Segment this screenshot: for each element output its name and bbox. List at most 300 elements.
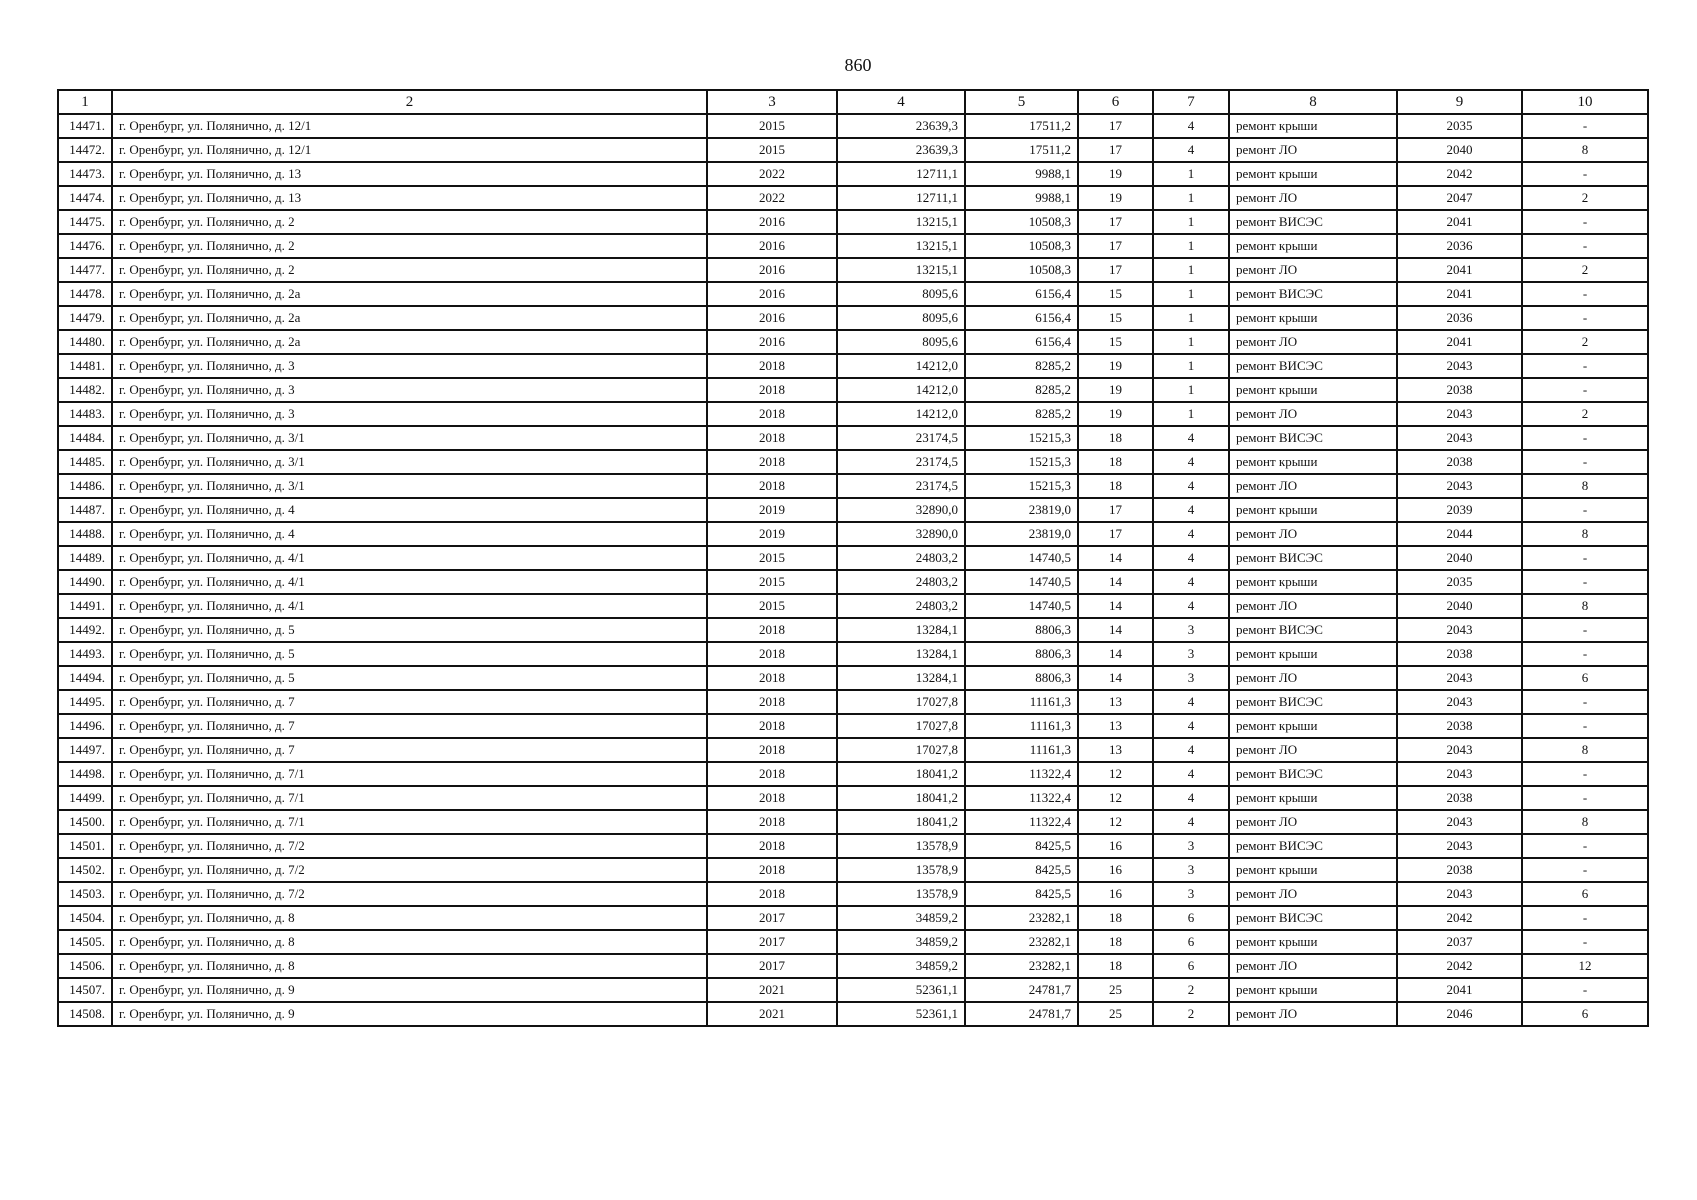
cell-year: 2015 (707, 546, 837, 570)
cell-year: 2015 (707, 138, 837, 162)
table-row (58, 930, 1648, 954)
table-row (58, 690, 1648, 714)
cell-floors: 17 (1078, 258, 1153, 282)
cell-floors: 15 (1078, 330, 1153, 354)
cell-entrances: 1 (1153, 258, 1229, 282)
cell-row-number: 14496. (58, 714, 112, 738)
cell-row-number: 14471. (58, 114, 112, 138)
cell-area-living: 8806,3 (965, 666, 1078, 690)
page-number: 860 (844, 55, 872, 75)
cell-year: 2015 (707, 114, 837, 138)
cell-row-number: 14483. (58, 402, 112, 426)
table-row (58, 402, 1648, 426)
cell-area-total: 23174,5 (837, 450, 965, 474)
cell-area-total: 13284,1 (837, 642, 965, 666)
cell-area-total: 13578,9 (837, 858, 965, 882)
cell-value-10: 8 (1522, 522, 1648, 546)
cell-area-living: 11322,4 (965, 762, 1078, 786)
cell-value-10: - (1522, 546, 1648, 570)
cell-floors: 14 (1078, 666, 1153, 690)
cell-row-number: 14502. (58, 858, 112, 882)
cell-address: г. Оренбург, ул. Полянично, д. 3 (112, 354, 707, 378)
cell-year: 2015 (707, 594, 837, 618)
cell-area-total: 52361,1 (837, 1002, 965, 1026)
cell-row-number: 14495. (58, 690, 112, 714)
cell-entrances: 4 (1153, 522, 1229, 546)
cell-entrances: 4 (1153, 690, 1229, 714)
table-row (58, 378, 1648, 402)
cell-area-total: 23639,3 (837, 138, 965, 162)
cell-address: г. Оренбург, ул. Полянично, д. 5 (112, 666, 707, 690)
cell-area-total: 8095,6 (837, 282, 965, 306)
cell-area-living: 23282,1 (965, 954, 1078, 978)
cell-value-10: - (1522, 378, 1648, 402)
cell-work-type: ремонт ЛО (1229, 474, 1397, 498)
cell-value-10: - (1522, 762, 1648, 786)
cell-area-living: 15215,3 (965, 474, 1078, 498)
cell-area-total: 24803,2 (837, 594, 965, 618)
cell-floors: 18 (1078, 954, 1153, 978)
cell-value-10: 8 (1522, 738, 1648, 762)
table-row (58, 114, 1648, 138)
cell-address: г. Оренбург, ул. Полянично, д. 8 (112, 906, 707, 930)
cell-area-living: 15215,3 (965, 450, 1078, 474)
cell-row-number: 14490. (58, 570, 112, 594)
table-row (58, 978, 1648, 1002)
table-row (58, 594, 1648, 618)
cell-address: г. Оренбург, ул. Полянично, д. 2а (112, 330, 707, 354)
table-row (58, 258, 1648, 282)
cell-year: 2018 (707, 714, 837, 738)
cell-value-10: - (1522, 570, 1648, 594)
table-body (58, 114, 1648, 1026)
cell-work-type: ремонт крыши (1229, 162, 1397, 186)
cell-floors: 18 (1078, 450, 1153, 474)
cell-address: г. Оренбург, ул. Полянично, д. 7/1 (112, 762, 707, 786)
cell-plan-year: 2039 (1397, 498, 1522, 522)
cell-floors: 14 (1078, 642, 1153, 666)
cell-area-living: 11161,3 (965, 690, 1078, 714)
cell-area-living: 11161,3 (965, 738, 1078, 762)
cell-address: г. Оренбург, ул. Полянично, д. 3/1 (112, 450, 707, 474)
cell-entrances: 3 (1153, 858, 1229, 882)
cell-area-total: 34859,2 (837, 906, 965, 930)
cell-entrances: 4 (1153, 762, 1229, 786)
cell-row-number: 14472. (58, 138, 112, 162)
cell-value-10: - (1522, 426, 1648, 450)
cell-year: 2018 (707, 762, 837, 786)
cell-area-living: 6156,4 (965, 282, 1078, 306)
cell-value-10: - (1522, 162, 1648, 186)
cell-work-type: ремонт крыши (1229, 114, 1397, 138)
cell-plan-year: 2036 (1397, 306, 1522, 330)
cell-floors: 19 (1078, 354, 1153, 378)
cell-row-number: 14498. (58, 762, 112, 786)
cell-work-type: ремонт ВИСЭС (1229, 690, 1397, 714)
cell-area-total: 18041,2 (837, 762, 965, 786)
cell-area-total: 32890,0 (837, 522, 965, 546)
table-row (58, 642, 1648, 666)
cell-address: г. Оренбург, ул. Полянично, д. 4 (112, 522, 707, 546)
cell-row-number: 14485. (58, 450, 112, 474)
cell-area-living: 8425,5 (965, 834, 1078, 858)
cell-entrances: 1 (1153, 210, 1229, 234)
cell-address: г. Оренбург, ул. Полянично, д. 7 (112, 714, 707, 738)
cell-area-living: 11322,4 (965, 810, 1078, 834)
cell-entrances: 1 (1153, 306, 1229, 330)
cell-work-type: ремонт ВИСЭС (1229, 210, 1397, 234)
cell-plan-year: 2037 (1397, 930, 1522, 954)
cell-row-number: 14504. (58, 906, 112, 930)
table-row (58, 354, 1648, 378)
cell-address: г. Оренбург, ул. Полянично, д. 7/1 (112, 786, 707, 810)
cell-address: г. Оренбург, ул. Полянично, д. 7/2 (112, 858, 707, 882)
cell-work-type: ремонт ЛО (1229, 402, 1397, 426)
cell-row-number: 14484. (58, 426, 112, 450)
table-row (58, 570, 1648, 594)
cell-value-10: - (1522, 858, 1648, 882)
cell-entrances: 4 (1153, 450, 1229, 474)
cell-plan-year: 2042 (1397, 162, 1522, 186)
cell-plan-year: 2046 (1397, 1002, 1522, 1026)
cell-year: 2018 (707, 642, 837, 666)
cell-plan-year: 2042 (1397, 906, 1522, 930)
cell-area-total: 17027,8 (837, 714, 965, 738)
cell-entrances: 4 (1153, 594, 1229, 618)
cell-address: г. Оренбург, ул. Полянично, д. 8 (112, 954, 707, 978)
cell-entrances: 1 (1153, 282, 1229, 306)
cell-plan-year: 2038 (1397, 450, 1522, 474)
header-row (58, 90, 1648, 114)
cell-area-living: 15215,3 (965, 426, 1078, 450)
table-row (58, 810, 1648, 834)
cell-floors: 25 (1078, 978, 1153, 1002)
cell-area-living: 8425,5 (965, 882, 1078, 906)
cell-floors: 25 (1078, 1002, 1153, 1026)
column-header-8: 8 (1229, 90, 1397, 114)
cell-value-10: 8 (1522, 594, 1648, 618)
cell-floors: 17 (1078, 210, 1153, 234)
cell-value-10: 12 (1522, 954, 1648, 978)
table-row (58, 306, 1648, 330)
cell-plan-year: 2035 (1397, 570, 1522, 594)
cell-year: 2018 (707, 738, 837, 762)
cell-plan-year: 2043 (1397, 834, 1522, 858)
cell-year: 2018 (707, 786, 837, 810)
cell-area-total: 52361,1 (837, 978, 965, 1002)
cell-entrances: 3 (1153, 666, 1229, 690)
cell-entrances: 4 (1153, 474, 1229, 498)
cell-area-total: 24803,2 (837, 570, 965, 594)
cell-year: 2017 (707, 954, 837, 978)
cell-row-number: 14493. (58, 642, 112, 666)
cell-plan-year: 2043 (1397, 618, 1522, 642)
cell-plan-year: 2041 (1397, 258, 1522, 282)
cell-row-number: 14494. (58, 666, 112, 690)
table-row (58, 138, 1648, 162)
cell-floors: 18 (1078, 906, 1153, 930)
cell-floors: 18 (1078, 474, 1153, 498)
cell-year: 2018 (707, 858, 837, 882)
cell-entrances: 1 (1153, 234, 1229, 258)
cell-plan-year: 2043 (1397, 690, 1522, 714)
table-row (58, 186, 1648, 210)
cell-value-10: - (1522, 786, 1648, 810)
cell-address: г. Оренбург, ул. Полянично, д. 3 (112, 402, 707, 426)
cell-floors: 14 (1078, 546, 1153, 570)
cell-row-number: 14476. (58, 234, 112, 258)
cell-floors: 17 (1078, 114, 1153, 138)
cell-entrances: 4 (1153, 138, 1229, 162)
column-header-9: 9 (1397, 90, 1522, 114)
cell-floors: 17 (1078, 522, 1153, 546)
cell-work-type: ремонт ЛО (1229, 1002, 1397, 1026)
cell-area-living: 10508,3 (965, 258, 1078, 282)
cell-work-type: ремонт ВИСЭС (1229, 906, 1397, 930)
cell-area-living: 8285,2 (965, 354, 1078, 378)
cell-area-total: 23639,3 (837, 114, 965, 138)
cell-value-10: 2 (1522, 402, 1648, 426)
cell-work-type: ремонт ВИСЭС (1229, 762, 1397, 786)
cell-address: г. Оренбург, ул. Полянично, д. 13 (112, 162, 707, 186)
cell-value-10: - (1522, 714, 1648, 738)
cell-work-type: ремонт ВИСЭС (1229, 354, 1397, 378)
cell-area-total: 18041,2 (837, 810, 965, 834)
cell-year: 2018 (707, 834, 837, 858)
cell-row-number: 14500. (58, 810, 112, 834)
cell-work-type: ремонт ЛО (1229, 594, 1397, 618)
cell-work-type: ремонт ВИСЭС (1229, 834, 1397, 858)
cell-row-number: 14489. (58, 546, 112, 570)
cell-plan-year: 2043 (1397, 738, 1522, 762)
cell-row-number: 14501. (58, 834, 112, 858)
cell-area-total: 24803,2 (837, 546, 965, 570)
cell-area-total: 34859,2 (837, 930, 965, 954)
cell-value-10: 6 (1522, 882, 1648, 906)
cell-area-living: 8806,3 (965, 618, 1078, 642)
cell-entrances: 4 (1153, 786, 1229, 810)
cell-address: г. Оренбург, ул. Полянично, д. 12/1 (112, 114, 707, 138)
cell-area-total: 14212,0 (837, 354, 965, 378)
cell-entrances: 4 (1153, 810, 1229, 834)
cell-year: 2018 (707, 402, 837, 426)
cell-plan-year: 2040 (1397, 594, 1522, 618)
cell-work-type: ремонт крыши (1229, 978, 1397, 1002)
cell-area-living: 8285,2 (965, 378, 1078, 402)
table-row (58, 858, 1648, 882)
cell-row-number: 14505. (58, 930, 112, 954)
cell-address: г. Оренбург, ул. Полянично, д. 5 (112, 642, 707, 666)
table-row (58, 522, 1648, 546)
cell-work-type: ремонт ВИСЭС (1229, 282, 1397, 306)
cell-floors: 19 (1078, 186, 1153, 210)
table-row (58, 498, 1648, 522)
cell-plan-year: 2043 (1397, 426, 1522, 450)
table-row (58, 834, 1648, 858)
cell-year: 2016 (707, 210, 837, 234)
cell-work-type: ремонт ЛО (1229, 738, 1397, 762)
cell-row-number: 14486. (58, 474, 112, 498)
cell-work-type: ремонт ЛО (1229, 522, 1397, 546)
cell-plan-year: 2040 (1397, 546, 1522, 570)
column-header-1: 1 (58, 90, 112, 114)
table-row (58, 426, 1648, 450)
cell-floors: 18 (1078, 930, 1153, 954)
cell-plan-year: 2043 (1397, 354, 1522, 378)
cell-year: 2021 (707, 1002, 837, 1026)
register-table (57, 89, 1649, 1027)
table-row (58, 546, 1648, 570)
cell-plan-year: 2043 (1397, 666, 1522, 690)
cell-value-10: 8 (1522, 138, 1648, 162)
cell-value-10: - (1522, 450, 1648, 474)
cell-entrances: 2 (1153, 1002, 1229, 1026)
cell-work-type: ремонт крыши (1229, 930, 1397, 954)
cell-floors: 15 (1078, 306, 1153, 330)
cell-entrances: 3 (1153, 642, 1229, 666)
table-row (58, 450, 1648, 474)
cell-plan-year: 2040 (1397, 138, 1522, 162)
cell-year: 2018 (707, 690, 837, 714)
cell-plan-year: 2038 (1397, 642, 1522, 666)
cell-value-10: - (1522, 354, 1648, 378)
cell-year: 2017 (707, 906, 837, 930)
cell-row-number: 14474. (58, 186, 112, 210)
cell-year: 2016 (707, 282, 837, 306)
cell-row-number: 14481. (58, 354, 112, 378)
cell-value-10: 2 (1522, 258, 1648, 282)
cell-value-10: - (1522, 642, 1648, 666)
cell-value-10: - (1522, 834, 1648, 858)
cell-area-living: 24781,7 (965, 978, 1078, 1002)
cell-address: г. Оренбург, ул. Полянично, д. 7 (112, 690, 707, 714)
cell-area-living: 17511,2 (965, 138, 1078, 162)
cell-floors: 14 (1078, 570, 1153, 594)
cell-address: г. Оренбург, ул. Полянично, д. 8 (112, 930, 707, 954)
cell-work-type: ремонт ЛО (1229, 666, 1397, 690)
cell-entrances: 6 (1153, 906, 1229, 930)
cell-value-10: 2 (1522, 330, 1648, 354)
cell-value-10: - (1522, 234, 1648, 258)
cell-area-total: 8095,6 (837, 330, 965, 354)
cell-value-10: - (1522, 978, 1648, 1002)
table-row (58, 474, 1648, 498)
cell-work-type: ремонт ЛО (1229, 258, 1397, 282)
cell-area-total: 23174,5 (837, 426, 965, 450)
cell-work-type: ремонт крыши (1229, 786, 1397, 810)
cell-work-type: ремонт крыши (1229, 570, 1397, 594)
cell-entrances: 1 (1153, 402, 1229, 426)
cell-row-number: 14497. (58, 738, 112, 762)
cell-floors: 16 (1078, 834, 1153, 858)
cell-row-number: 14491. (58, 594, 112, 618)
cell-row-number: 14503. (58, 882, 112, 906)
cell-address: г. Оренбург, ул. Полянично, д. 4/1 (112, 594, 707, 618)
table-row (58, 786, 1648, 810)
cell-plan-year: 2038 (1397, 378, 1522, 402)
cell-floors: 19 (1078, 162, 1153, 186)
cell-plan-year: 2047 (1397, 186, 1522, 210)
cell-area-living: 9988,1 (965, 186, 1078, 210)
cell-area-total: 18041,2 (837, 786, 965, 810)
table-row (58, 162, 1648, 186)
cell-row-number: 14480. (58, 330, 112, 354)
cell-plan-year: 2043 (1397, 882, 1522, 906)
cell-value-10: - (1522, 306, 1648, 330)
cell-area-living: 17511,2 (965, 114, 1078, 138)
table-row (58, 738, 1648, 762)
cell-row-number: 14477. (58, 258, 112, 282)
cell-work-type: ремонт ЛО (1229, 882, 1397, 906)
cell-row-number: 14507. (58, 978, 112, 1002)
cell-floors: 17 (1078, 138, 1153, 162)
cell-work-type: ремонт ЛО (1229, 330, 1397, 354)
cell-work-type: ремонт крыши (1229, 306, 1397, 330)
cell-area-living: 11161,3 (965, 714, 1078, 738)
cell-year: 2016 (707, 258, 837, 282)
table-row (58, 210, 1648, 234)
cell-floors: 15 (1078, 282, 1153, 306)
cell-year: 2022 (707, 162, 837, 186)
cell-area-living: 6156,4 (965, 306, 1078, 330)
table-row (58, 330, 1648, 354)
table-row (58, 234, 1648, 258)
cell-plan-year: 2042 (1397, 954, 1522, 978)
cell-address: г. Оренбург, ул. Полянично, д. 2 (112, 258, 707, 282)
cell-work-type: ремонт ЛО (1229, 810, 1397, 834)
cell-floors: 13 (1078, 690, 1153, 714)
cell-area-total: 23174,5 (837, 474, 965, 498)
cell-entrances: 4 (1153, 114, 1229, 138)
cell-floors: 18 (1078, 426, 1153, 450)
cell-value-10: - (1522, 690, 1648, 714)
cell-area-living: 10508,3 (965, 210, 1078, 234)
column-header-10: 10 (1522, 90, 1648, 114)
cell-plan-year: 2036 (1397, 234, 1522, 258)
cell-area-total: 17027,8 (837, 690, 965, 714)
cell-area-total: 13215,1 (837, 258, 965, 282)
cell-address: г. Оренбург, ул. Полянично, д. 2а (112, 306, 707, 330)
cell-area-total: 12711,1 (837, 186, 965, 210)
cell-work-type: ремонт ВИСЭС (1229, 546, 1397, 570)
cell-address: г. Оренбург, ул. Полянично, д. 3/1 (112, 426, 707, 450)
table-row (58, 762, 1648, 786)
cell-row-number: 14488. (58, 522, 112, 546)
cell-work-type: ремонт ЛО (1229, 186, 1397, 210)
cell-value-10: 6 (1522, 1002, 1648, 1026)
cell-entrances: 4 (1153, 714, 1229, 738)
column-header-3: 3 (707, 90, 837, 114)
cell-work-type: ремонт крыши (1229, 450, 1397, 474)
cell-value-10: 8 (1522, 474, 1648, 498)
cell-row-number: 14506. (58, 954, 112, 978)
cell-entrances: 1 (1153, 162, 1229, 186)
table-row (58, 618, 1648, 642)
cell-plan-year: 2043 (1397, 402, 1522, 426)
table-row (58, 882, 1648, 906)
cell-value-10: - (1522, 282, 1648, 306)
cell-plan-year: 2038 (1397, 786, 1522, 810)
cell-row-number: 14499. (58, 786, 112, 810)
cell-area-living: 14740,5 (965, 546, 1078, 570)
cell-floors: 17 (1078, 498, 1153, 522)
cell-year: 2022 (707, 186, 837, 210)
column-header-5: 5 (965, 90, 1078, 114)
cell-year: 2021 (707, 978, 837, 1002)
cell-plan-year: 2044 (1397, 522, 1522, 546)
cell-plan-year: 2038 (1397, 714, 1522, 738)
table-row (58, 714, 1648, 738)
